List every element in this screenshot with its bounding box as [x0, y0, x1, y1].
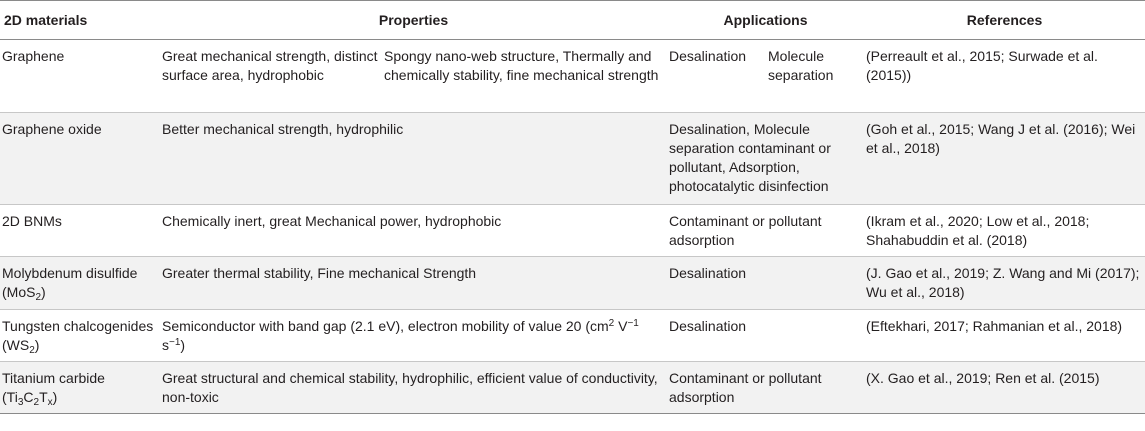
header-properties: Properties — [160, 1, 667, 40]
applications-cell: Desalination — [667, 40, 766, 113]
table-row — [0, 40, 1145, 113]
material-cell: Graphene — [0, 40, 160, 113]
material-cell — [0, 257, 160, 310]
applications-cell: Desalination — [667, 310, 864, 362]
material-cell: 2D BNMs — [0, 205, 160, 257]
table-row — [0, 362, 1145, 414]
properties-cell: Chemically inert, great Mechanical power, hydrophobic — [160, 205, 667, 257]
unit-text: s — [162, 337, 169, 353]
table-row — [0, 310, 1145, 362]
applications-cell: Molecule separation — [766, 40, 864, 113]
formula-subscript: 3 — [17, 397, 24, 408]
formula-text: T — [39, 389, 48, 405]
applications-cell: Contaminant or pollutant adsorption — [667, 362, 864, 414]
formula-subscript: x — [47, 397, 53, 408]
formula-subscript: 2 — [35, 292, 42, 303]
table-row — [0, 257, 1145, 310]
unit-close: ) — [180, 337, 186, 353]
applications-cell: Desalination — [667, 257, 864, 310]
header-row — [0, 1, 1145, 40]
properties-text: Semiconductor with band gap (2.1 eV), electron mobility of value 20 (cm — [162, 318, 609, 334]
formula-subscript: 2 — [33, 397, 40, 408]
unit-text: V — [614, 318, 628, 334]
references-cell: (J. Gao et al., 2019; Z. Wang and Mi (2017); Wu et al., 2018) — [864, 257, 1145, 310]
properties-cell: Great structural and chemical stability, hydrophilic, efficient value of conductivity, non-toxic — [160, 362, 667, 414]
unit-superscript: −1 — [627, 318, 639, 329]
table-row — [0, 113, 1145, 205]
table-row — [0, 205, 1145, 257]
unit-superscript: −1 — [169, 337, 181, 348]
header-applications: Applications — [667, 1, 864, 40]
material-cell — [0, 310, 160, 362]
material-close: ) — [41, 284, 46, 300]
properties-cell: Great mechanical strength, distinct surface area, hydrophobic — [160, 40, 382, 113]
applications-cell: Contaminant or pollutant adsorption — [667, 205, 864, 257]
material-cell: Graphene oxide — [0, 113, 160, 205]
material-cell — [0, 362, 160, 414]
references-cell: (Goh et al., 2015; Wang J et al. (2016); Wei et al., 2018) — [864, 113, 1145, 205]
properties-cell: Better mechanical strength, hydrophilic — [160, 113, 667, 205]
material-close: ) — [52, 389, 58, 405]
material-name: Molybdenum disulfide (MoS — [2, 265, 138, 300]
material-name: Titanium carbide (Ti — [2, 370, 105, 405]
references-cell: (Eftekhari, 2017; Rahmanian et al., 2018) — [864, 310, 1145, 362]
formula-subscript: 2 — [29, 345, 35, 356]
header-materials: 2D materials — [0, 1, 160, 40]
header-references: References — [864, 1, 1145, 40]
unit-superscript: 2 — [608, 318, 615, 329]
references-cell: (Ikram et al., 2020; Low et al., 2018; Shahabuddin et al. (2018) — [864, 205, 1145, 257]
references-cell: (X. Gao et al., 2019; Ren et al. (2015) — [864, 362, 1145, 414]
material-name: Tungsten chalcogenides (WS — [2, 318, 154, 353]
references-cell: (Perreault et al., 2015; Surwade et al. (2015)) — [864, 40, 1145, 113]
properties-cell — [160, 310, 667, 362]
properties-cell: Spongy nano-web structure, Thermally and chemically stability, fine mechanical strength — [382, 40, 667, 113]
formula-text: C — [23, 389, 34, 405]
properties-cell: Greater thermal stability, Fine mechanical Strength — [160, 257, 667, 310]
applications-cell: Desalination, Molecule separation contaminant or pollutant, Adsorption, photocatalytic disinfection — [667, 113, 864, 205]
material-close: ) — [34, 337, 40, 353]
